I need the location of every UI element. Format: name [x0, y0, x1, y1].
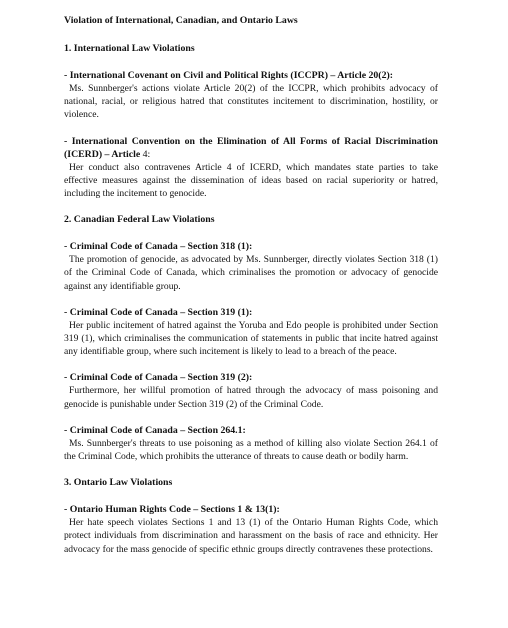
law-entry-heading: - Criminal Code of Canada – Section 318 (1): — [64, 241, 253, 253]
law-entry — [64, 424, 438, 463]
section-heading: 1. International Law Violations — [64, 43, 195, 54]
law-entry — [64, 306, 438, 359]
law-entry-heading: - International Covenant on Civil and Political Rights (ICCPR) – Article 20(2): — [64, 70, 393, 81]
law-entry-body: Ms. Sunnberger's threats to use poisoning as a method of killing also violate Section 264.1 of the Criminal Code, which prohibits the utterance of threats to cause death or bodily harm. — [64, 437, 438, 463]
law-entry — [64, 503, 438, 556]
law-entry — [64, 69, 438, 122]
law-entry-heading: - Criminal Code of Canada – Section 319 (1): — [64, 306, 253, 318]
law-entry-heading — [64, 135, 438, 161]
law-entry-body: Her hate speech violates Sections 1 and 13 (1) of the Ontario Human Rights Code, which protect individuals from discrimination and harassment on the basis of race and ethnicity. Her advocacy for the mass genocide of specific ethnic groups directly contravenes these protections. — [64, 517, 438, 555]
document-title: Violation of International, Canadian, and Ontario Laws — [64, 15, 298, 26]
section-heading: 3. Ontario Law Violations — [64, 477, 173, 489]
law-entry — [64, 135, 438, 201]
law-entry-body: Her public incitement of hatred against the Yoruba and Edo people is prohibited under Section 319 (1), which criminalises the communication of statements in public that incite hatred against any identifiable group, where such incitement is likely to lead to a breach of the peace. — [64, 319, 438, 358]
section-heading: 2. Canadian Federal Law Violations — [64, 214, 215, 226]
law-entry-heading-text: - International Convention on the Elimination of All Forms of Racial Discrimination (ICERD) – Article — [64, 135, 438, 160]
law-entry — [64, 371, 438, 410]
law-entry-heading: - Criminal Code of Canada – Section 319 (2): — [64, 372, 253, 384]
section-canadian — [64, 213, 438, 463]
law-entry-body: The promotion of genocide, as advocated by Ms. Sunnberger, directly violates Section 318 (1) of the Criminal Code of Canada, which criminalises the promotion or advocacy of genocide against any identifiable group. — [64, 254, 438, 292]
section-ontario — [64, 476, 438, 556]
law-entry-heading: - Ontario Human Rights Code – Sections 1 & 13(1): — [64, 504, 280, 516]
law-entry — [64, 240, 438, 293]
law-entry-body: Ms. Sunnberger's actions violate Article 20(2) of the ICCPR, which prohibits advocacy of national, racial, or religious hatred that constitutes incitement to discrimination, hostility, or violence. — [64, 83, 438, 121]
section-international — [64, 42, 438, 200]
law-entry-body: Furthermore, her willful promotion of hatred through the advocacy of mass poisoning and genocide is punishable under Section 319 (2) of the Criminal Code. — [64, 385, 438, 410]
law-entry-heading-tail: 4: — [140, 148, 151, 160]
law-entry-body: Her conduct also contravenes Article 4 of ICERD, which mandates state parties to take effective measures against the dissemination of ideas based on racial superiority or hatred, including the incitement to genocide. — [64, 161, 438, 200]
law-entry-heading: - Criminal Code of Canada – Section 264.1: — [64, 424, 246, 436]
